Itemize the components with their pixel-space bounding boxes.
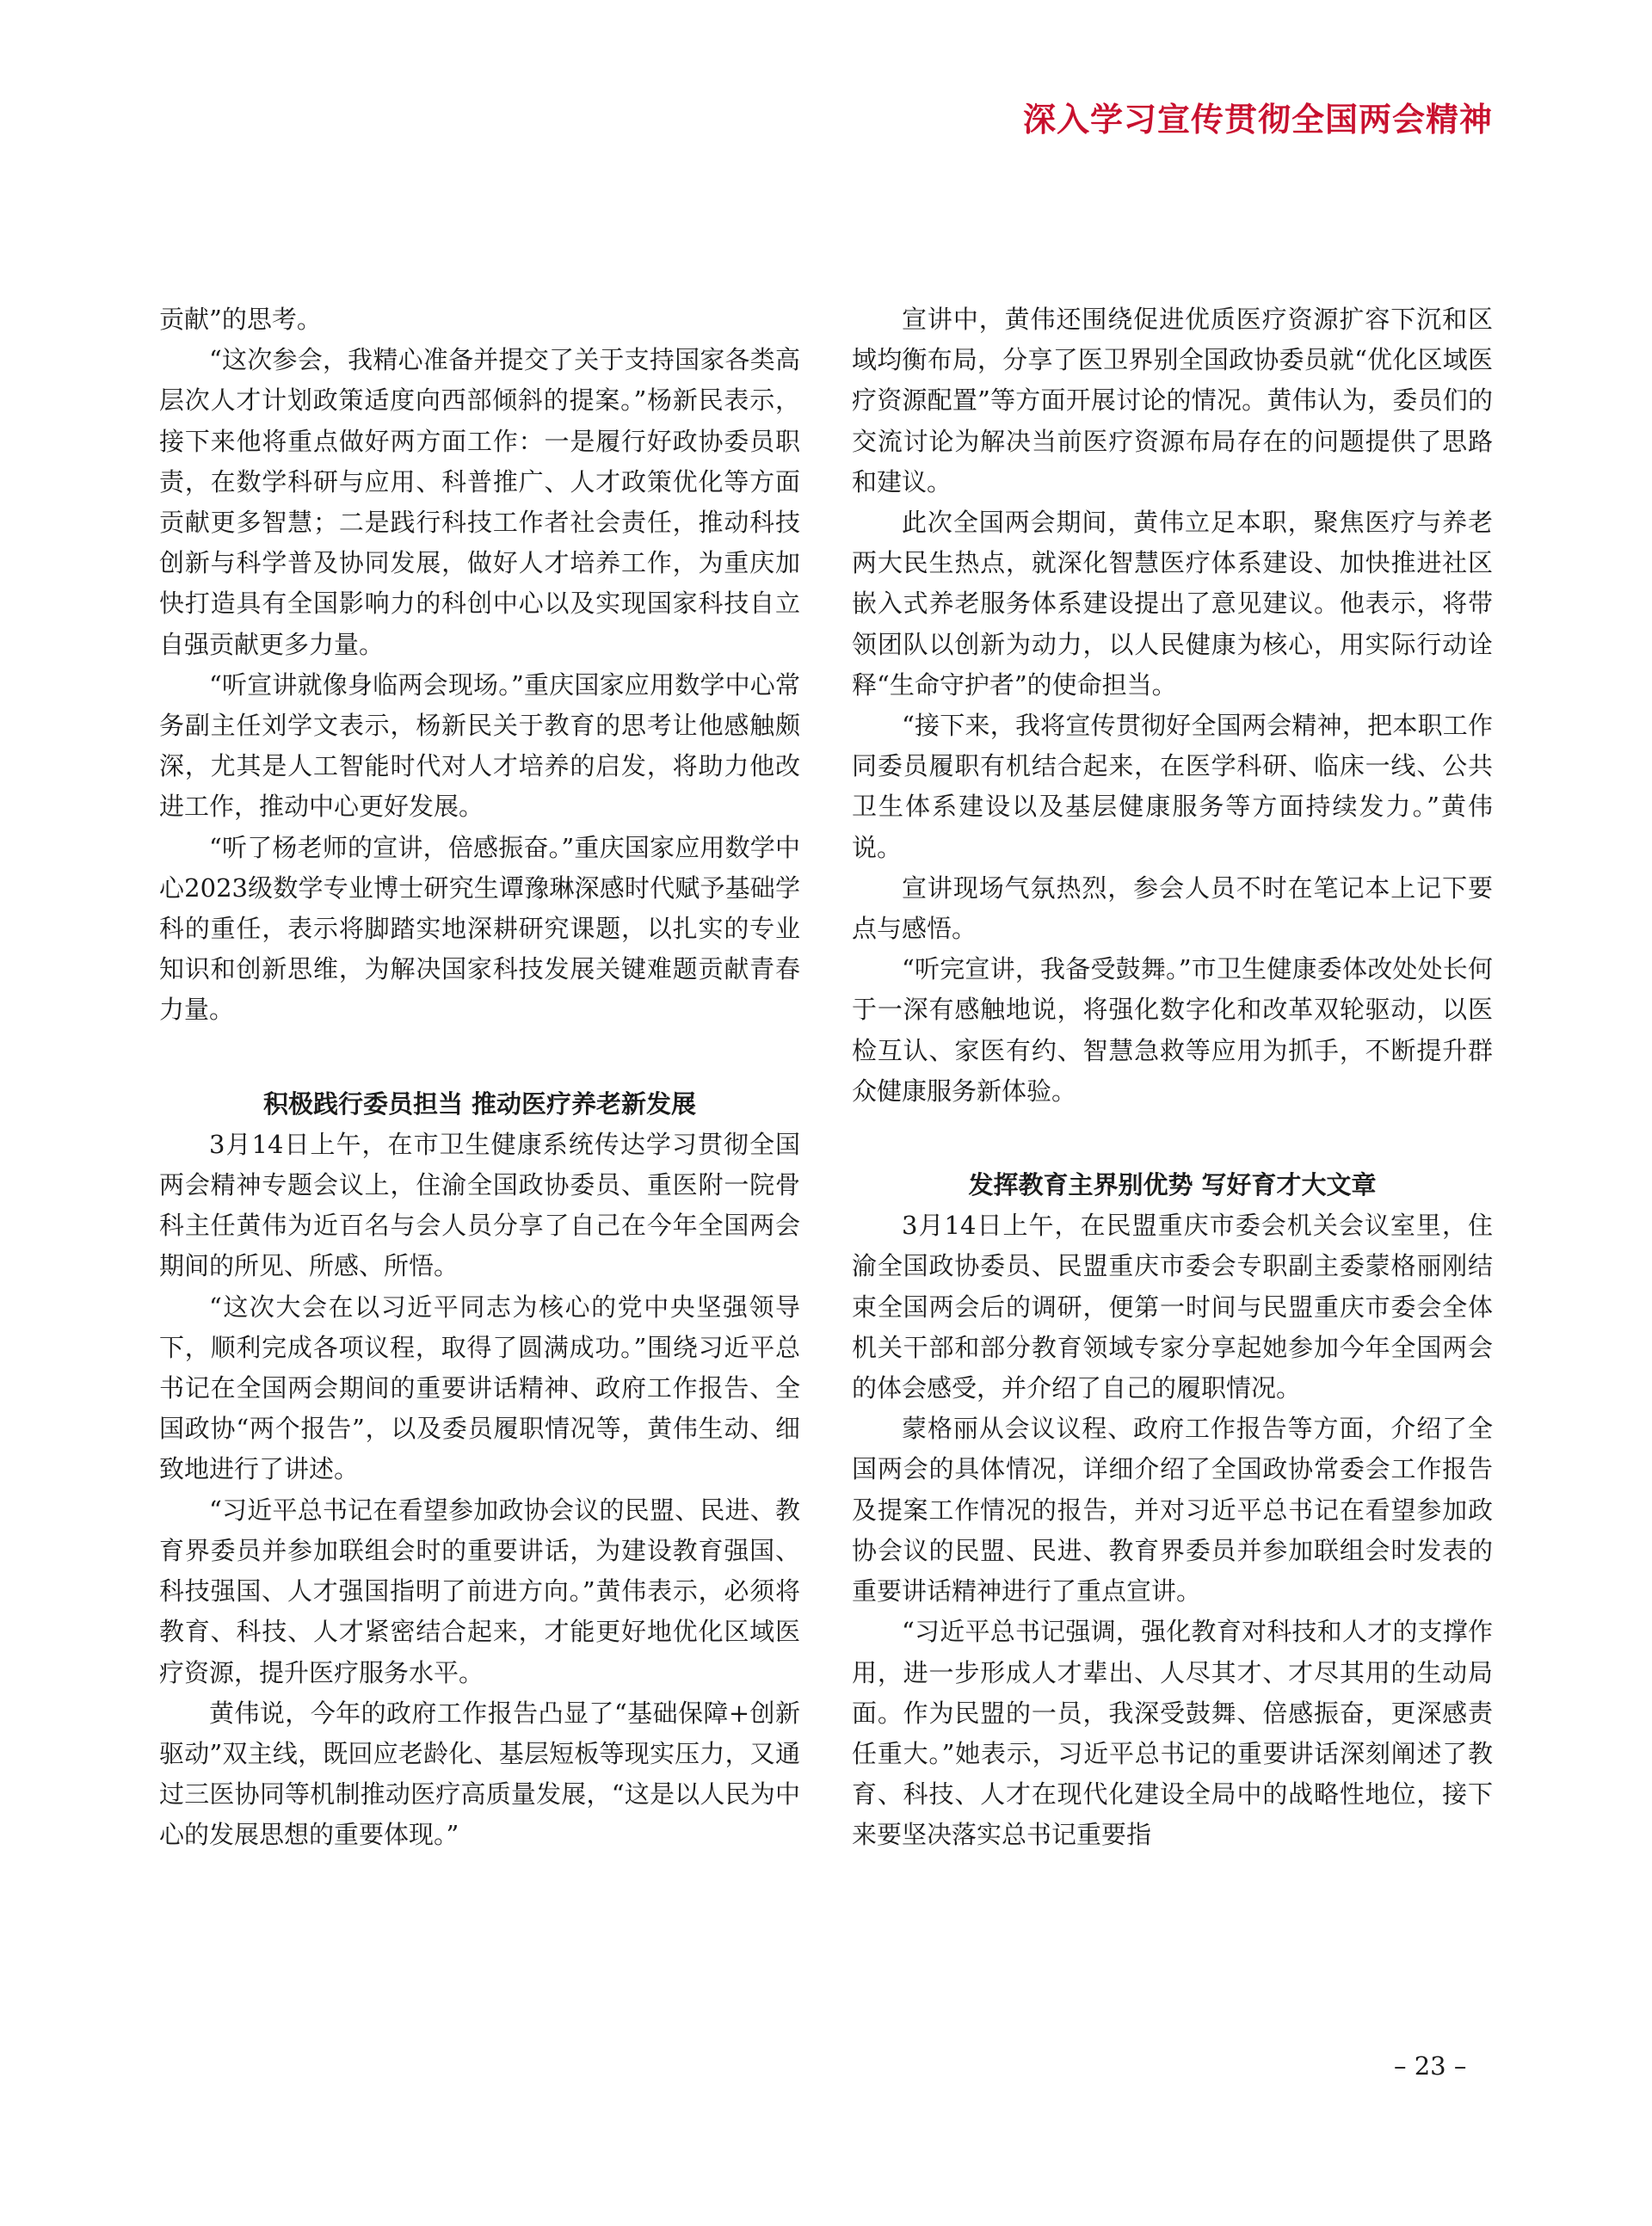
section-heading: 积极践行委员担当 推动医疗养老新发展 — [262, 1088, 697, 1119]
paragraph: 黄伟说，今年的政府工作报告凸显了“基础保障+创新驱动”双主线，既回应老龄化、基层短板等现实压力，又通过三医协同等机制推动医疗高质量发展，“这是以人民为中心的发展思想的重要体现。” — [159, 1698, 800, 1850]
paragraph: “听完宣讲，我备受鼓舞。”市卫生健康委体改处处长何于一深有感触地说，将强化数字化和改革双轮驱动，以医检互认、家医有约、智慧急救等应用为抓手，不断提升群众健康服务新体验。 — [852, 954, 1493, 1106]
paragraph: “这次大会在以习近平同志为核心的党中央坚强领导下，顺利完成各项议程，取得了圆满成功。”围绕习近平总书记在全国两会期间的重要讲话精神、政府工作报告、全国政协“两个报告”，以及委员履职情况等，黄伟生动、细致地进行了讲述。 — [159, 1292, 800, 1484]
paragraph: 3月14日上午，在市卫生健康系统传达学习贯彻全国两会精神专题会议上，住渝全国政协委员、重医附一院骨科主任黄伟为近百名与会人员分享了自己在今年全国两会期间的所见、所感、所悟。 — [159, 1129, 800, 1281]
paragraph: 宣讲中，黄伟还围绕促进优质医疗资源扩容下沉和区域均衡布局，分享了医卫界别全国政协委员就“优化区域医疗资源配置”等方面开展讨论的情况。黄伟认为，委员们的交流讨论为解决当前医疗资源布局存在的问题提供了思路和建议。 — [852, 305, 1493, 496]
paragraph: 贡献”的思考。 — [159, 305, 322, 334]
right-column — [852, 299, 1493, 1856]
paragraph: 蒙格丽从会议议程、政府工作报告等方面，介绍了全国两会的具体情况，详细介绍了全国政协常委会工作报告及提案工作情况的报告，并对习近平总书记在看望参加政协会议的民盟、民进、教育界委员并参加联组会时发表的重要讲话精神进行了重点宣讲。 — [852, 1414, 1493, 1606]
left-column — [159, 299, 800, 1856]
paragraph: “听了杨老师的宣讲，倍感振奋。”重庆国家应用数学中心2023级数学专业博士研究生谭豫琳深感时代赋予基础学科的重任，表示将脚踏实地深耕研究课题，以扎实的专业知识和创新思维，为解决国家科技发展关键难题贡献青春力量。 — [159, 832, 800, 1025]
paragraph: “听宣讲就像身临两会现场。”重庆国家应用数学中心常务副主任刘学文表示，杨新民关于教育的思考让他感触颇深，尤其是人工智能时代对人才培养的启发，将助力他改进工作，推动中心更好发展。 — [159, 669, 800, 822]
paragraph: 此次全国两会期间，黄伟立足本职，聚焦医疗与养老两大民生热点，就深化智慧医疗体系建设、加快推进社区嵌入式养老服务体系建设提出了意见建议。他表示，将带领团队以创新为动力，以人民健康为核心，用实际行动诠释“生命守护者”的使命担当。 — [852, 508, 1493, 700]
paragraph: “习近平总书记在看望参加政协会议的民盟、民进、教育界委员并参加联组会时的重要讲话，为建设教育强国、科技强国、人才强国指明了前进方向。”黄伟表示，必须将教育、科技、人才紧密结合起来，才能更好地优化区域医疗资源，提升医疗服务水平。 — [159, 1495, 800, 1687]
section-heading: 发挥教育主界别优势 写好育才大文章 — [968, 1170, 1377, 1200]
page-number: – 23 – — [1394, 2051, 1467, 2081]
paragraph: 宣讲现场气氛热烈，参会人员不时在笔记本上记下要点与感悟。 — [852, 873, 1493, 944]
paragraph: “这次参会，我精心准备并提交了关于支持国家各类高层次人才计划政策适度向西部倾斜的提案。”杨新民表示，接下来他将重点做好两方面工作：一是履行好政协委员职责，在数学科研与应用、科普推广、人才政策优化等方面贡献更多智慧；二是践行科技工作者社会责任，推动科技创新与科学普及协同发展，做好人才培养工作，为重庆加快打造具有全国影响力的科创中心以及实现国家科技自立自强贡献更多力量。 — [159, 345, 800, 659]
section-header: 深入学习宣传贯彻全国两会精神 — [1022, 101, 1493, 139]
paragraph: 3月14日上午，在民盟重庆市委会机关会议室里，住渝全国政协委员、民盟重庆市委会专职副主委蒙格丽刚结束全国两会后的调研，便第一时间与民盟重庆市委会全体机关干部和部分教育领域专家分享起她参加今年全国两会的体会感受，并介绍了自己的履职情况。 — [852, 1211, 1493, 1403]
paragraph: “习近平总书记强调，强化教育对科技和人才的支撑作用，进一步形成人才辈出、人尽其才、才尽其用的生动局面。作为民盟的一员，我深受鼓舞、倍感振奋，更深感责任重大。”她表示，习近平总书记的重要讲话深刻阐述了教育、科技、人才在现代化建设全局中的战略性地位，接下来要坚决落实总书记重要指 — [852, 1617, 1493, 1850]
paragraph: “接下来，我将宣传贯彻好全国两会精神，把本职工作同委员履职有机结合起来，在医学科研、临床一线、公共卫生体系建设以及基层健康服务等方面持续发力。”黄伟说。 — [852, 711, 1493, 862]
